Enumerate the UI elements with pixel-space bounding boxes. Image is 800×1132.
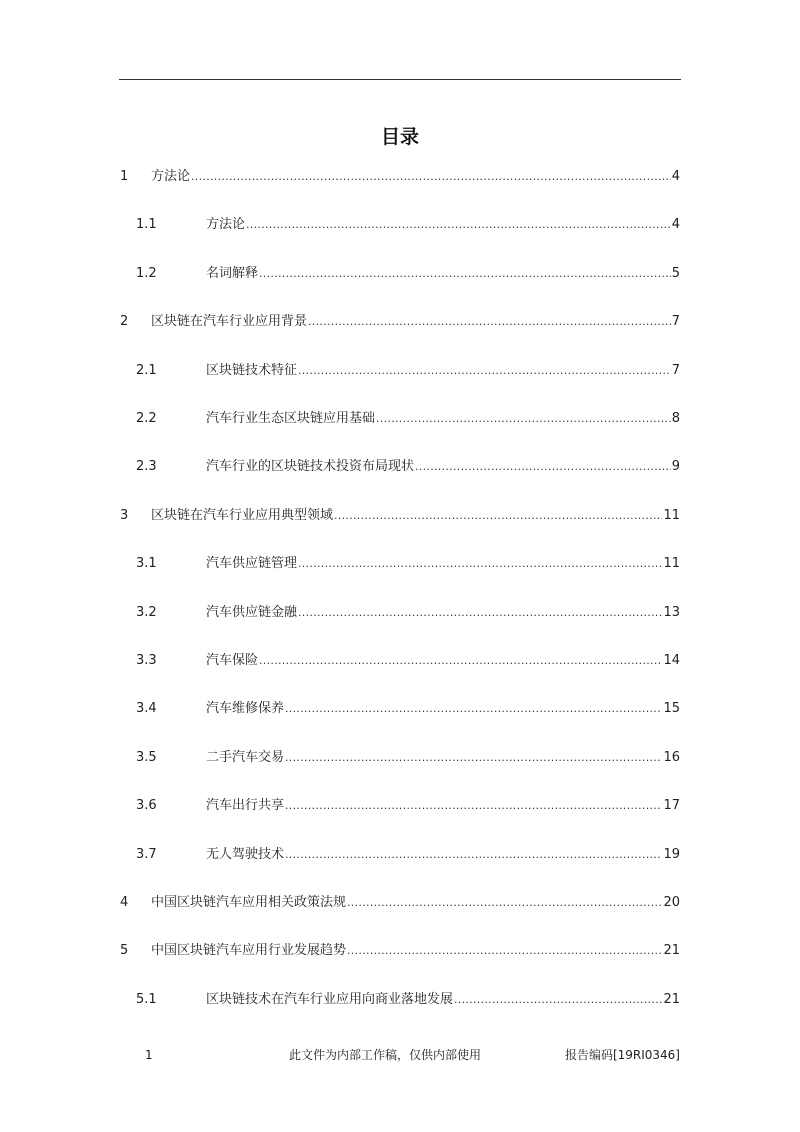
toc-entry-page: 16 (663, 750, 680, 765)
toc-entry-title: 中国区块链汽车应用相关政策法规 (151, 895, 347, 910)
toc-entry-title: 区块链技术在汽车行业应用向商业落地发展 (206, 992, 454, 1007)
toc-entry[interactable] (0, 361, 800, 381)
toc-entry[interactable] (0, 796, 800, 816)
toc-entry-number: 2.1 (136, 363, 157, 378)
toc-entry-page: 9 (671, 459, 680, 474)
toc-dot-leader (334, 506, 662, 526)
toc-entry-number: 3.1 (136, 556, 157, 571)
toc-entry-title: 名词解释 (206, 266, 259, 281)
toc-entry[interactable] (0, 506, 800, 526)
toc-dot-leader (298, 603, 662, 623)
toc-entry-page: 7 (671, 314, 680, 329)
toc-entry-title: 方法论 (151, 169, 191, 184)
toc-dot-leader (246, 215, 671, 235)
toc-entry-title: 汽车供应链金融 (206, 605, 298, 620)
toc-entry-number: 3.4 (136, 701, 157, 716)
toc-entry-title: 二手汽车交易 (206, 750, 285, 765)
header-rule (119, 79, 681, 80)
toc-entry[interactable] (0, 845, 800, 865)
toc-entry[interactable] (0, 893, 800, 913)
toc-entry[interactable] (0, 264, 800, 284)
toc-entry-page: 21 (663, 943, 680, 958)
toc-entry-page: 7 (671, 363, 680, 378)
toc-entry-number: 3.7 (136, 847, 157, 862)
toc-entry-number: 2 (120, 314, 129, 329)
toc-entry-title: 汽车出行共享 (206, 798, 285, 813)
toc-entry-number: 3.2 (136, 605, 157, 620)
footer-report-code: 报告编码[19RI0346] (564, 1048, 680, 1062)
toc-entry[interactable] (0, 457, 800, 477)
toc-dot-leader (298, 361, 671, 381)
toc-entry-title: 区块链在汽车行业应用背景 (151, 314, 308, 329)
toc-dot-leader (454, 990, 662, 1010)
toc-entry-page: 8 (671, 411, 680, 426)
toc-entry[interactable] (0, 990, 800, 1010)
toc-entry[interactable] (0, 941, 800, 961)
toc-entry-page: 5 (671, 266, 680, 281)
toc-dot-leader (259, 264, 671, 284)
toc-title: 目录 (380, 126, 419, 148)
toc-entry-page: 4 (671, 217, 680, 232)
toc-entry-title: 汽车供应链管理 (206, 556, 298, 571)
toc-entry-title: 无人驾驶技术 (206, 847, 285, 862)
toc-entry-page: 21 (663, 992, 680, 1007)
toc-entry-number: 1.2 (136, 266, 157, 281)
toc-entry-title: 方法论 (206, 217, 246, 232)
toc-entry-number: 3.3 (136, 653, 157, 668)
toc-entry-title: 汽车行业的区块链技术投资布局现状 (206, 459, 415, 474)
toc-entry-title: 汽车维修保养 (206, 701, 285, 716)
toc-dot-leader (347, 941, 662, 961)
toc-entry-page: 13 (663, 605, 680, 620)
toc-entry-number: 3.5 (136, 750, 157, 765)
toc-entry-number: 3.6 (136, 798, 157, 813)
toc-entry-number: 2.3 (136, 459, 157, 474)
toc-entry-title: 区块链技术特征 (206, 363, 298, 378)
toc-entry-title: 区块链在汽车行业应用典型领域 (151, 508, 334, 523)
toc-dot-leader (415, 457, 671, 477)
toc-entry[interactable] (0, 603, 800, 623)
toc-entry-number: 3 (120, 508, 129, 523)
toc-entry-number: 1.1 (136, 217, 157, 232)
toc-entry-page: 17 (663, 798, 680, 813)
toc-entry[interactable] (0, 312, 800, 332)
toc-entry[interactable] (0, 215, 800, 235)
toc-dot-leader (298, 554, 662, 574)
toc-dot-leader (191, 167, 671, 187)
toc-entry-page: 11 (663, 556, 680, 571)
toc-entry-title: 汽车行业生态区块链应用基础 (206, 411, 376, 426)
toc-dot-leader (308, 312, 671, 332)
toc-dot-leader (376, 409, 671, 429)
toc-entry-page: 11 (663, 508, 680, 523)
toc-entry[interactable] (0, 651, 800, 671)
toc-dot-leader (347, 893, 662, 913)
toc-dot-leader (285, 748, 662, 768)
toc-entry[interactable] (0, 699, 800, 719)
toc-entry-page: 20 (663, 895, 680, 910)
toc-dot-leader (285, 796, 662, 816)
footer-page-number: 1 (145, 1048, 153, 1062)
toc-entry[interactable] (0, 748, 800, 768)
toc-entry-number: 1 (120, 169, 129, 184)
toc-entry-page: 4 (671, 169, 680, 184)
toc-entry-title: 中国区块链汽车应用行业发展趋势 (151, 943, 347, 958)
toc-dot-leader (259, 651, 662, 671)
toc-entry[interactable] (0, 167, 800, 187)
toc-entry[interactable] (0, 554, 800, 574)
toc-entry-title: 汽车保险 (206, 653, 259, 668)
toc-entry-number: 4 (120, 895, 129, 910)
toc-entry[interactable] (0, 409, 800, 429)
toc-entry-number: 2.2 (136, 411, 157, 426)
toc-dot-leader (285, 845, 662, 865)
toc-entry-page: 15 (663, 701, 680, 716)
toc-entry-page: 14 (663, 653, 680, 668)
toc-dot-leader (285, 699, 662, 719)
toc-entry-page: 19 (663, 847, 680, 862)
toc-entry-number: 5 (120, 943, 129, 958)
footer-notice: 此文件为内部工作稿，仅供内部使用 (289, 1048, 482, 1062)
toc-entry-number: 5.1 (136, 992, 157, 1007)
